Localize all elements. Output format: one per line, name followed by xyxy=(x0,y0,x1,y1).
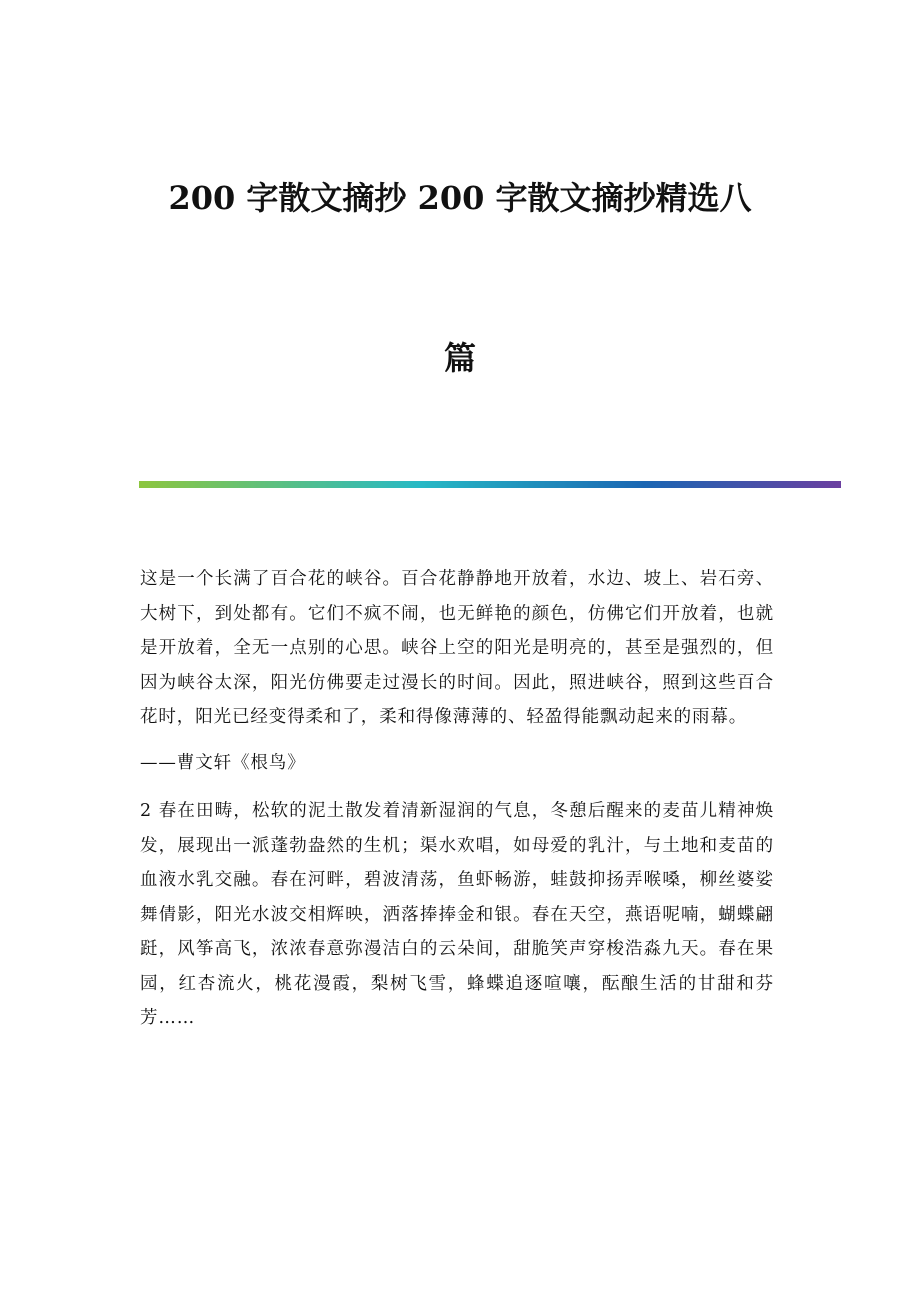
paragraph-lily-valley: 这是一个长满了百合花的峡谷。百合花静静地开放着，水边、坡上、岩石旁、大树下，到处都有。它们不疯不闹，也无鲜艳的颜色，仿佛它们开放着，也就是开放着，全无一点别的心思。峡谷上空的阳光是明亮的，甚至是强烈的，但因为峡谷太深，阳光仿佛要走过漫长的时间。因此，照进峡谷，照到这些百合花时，阳光已经变得柔和了，柔和得像薄薄的、轻盈得能飘动起来的雨幕。 xyxy=(140,569,774,727)
title-line-2: 篇 xyxy=(443,339,476,377)
gradient-divider xyxy=(139,481,841,488)
title-line-1: 200 字散文摘抄 200 字散文摘抄精选八 xyxy=(168,179,752,217)
paragraph-credit: ——曹文轩《根鸟》 xyxy=(140,752,306,773)
paragraph-spring: 2 春在田畴，松软的泥土散发着清新湿润的气息，冬憩后醒来的麦苗儿精神焕发，展现出一派蓬勃盎然的生机；渠水欢唱，如母爱的乳汁，与土地和麦苗的血液水乳交融。春在河畔，碧波清荡，鱼虾畅游，蛙鼓抑扬弄喉嗓，柳丝婆娑舞倩影，阳光水波交相辉映，洒落捧捧金和银。春在天空，燕语呢喃，蝴蝶翩跹，风筝高飞，浓浓春意弥漫洁白的云朵间，甜脆笑声穿梭浩淼九天。春在果园，红杏流火，桃花漫霞，梨树飞雪，蜂蝶追逐喧嚷，酝酿生活的甘甜和芬芳…… xyxy=(140,801,774,1028)
document-title xyxy=(140,178,780,378)
document-body xyxy=(140,562,774,1047)
